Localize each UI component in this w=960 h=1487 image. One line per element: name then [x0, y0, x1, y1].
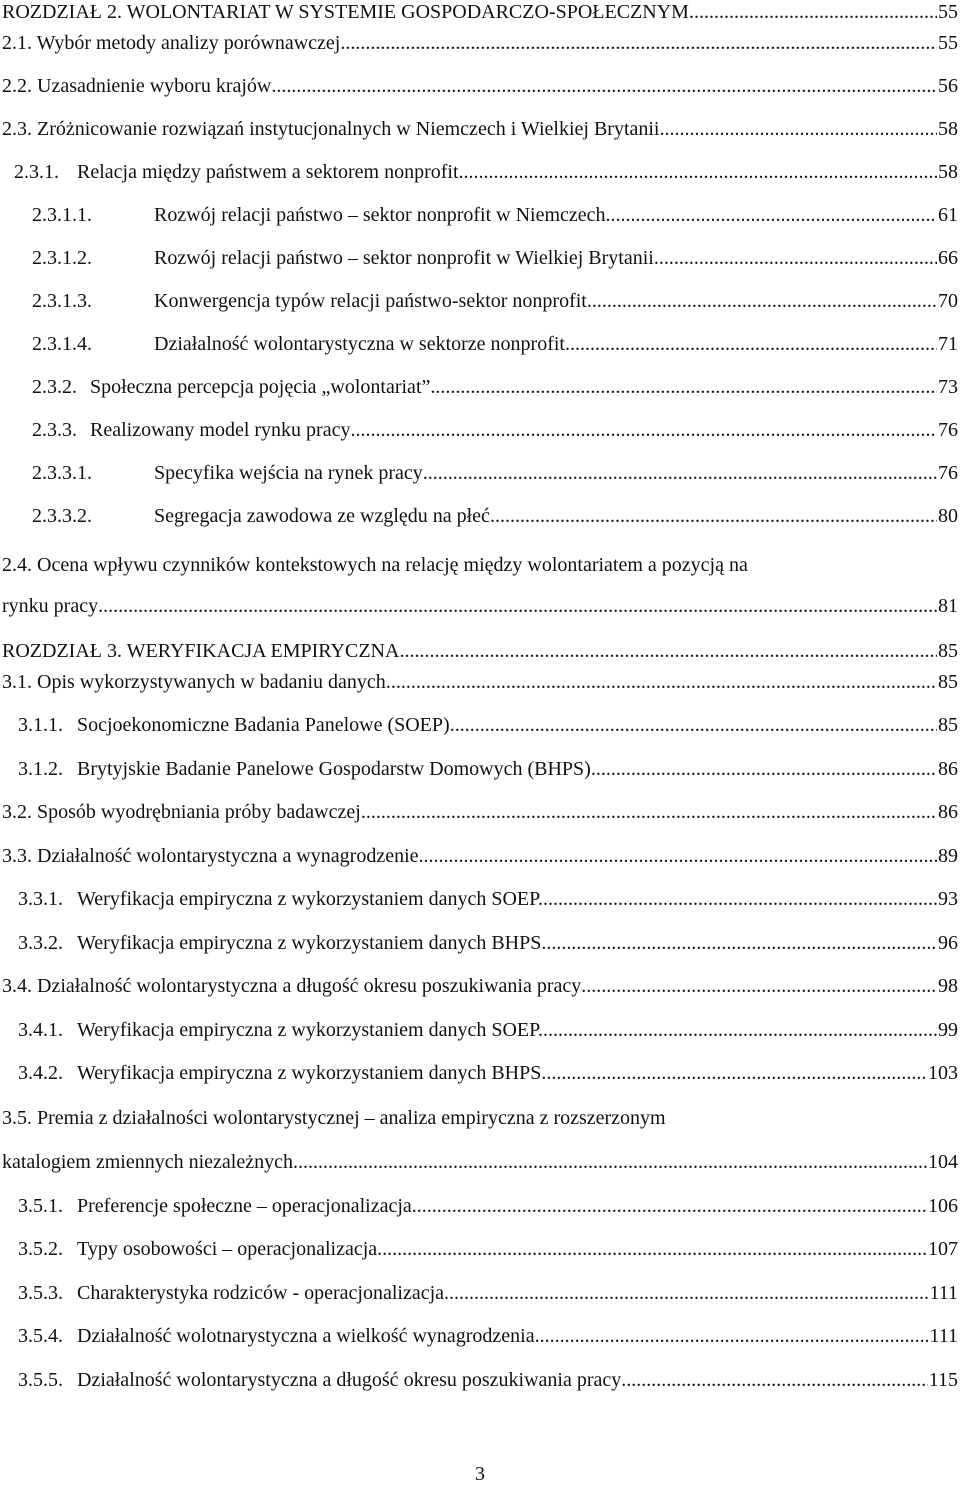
toc-entry[interactable] [0, 504, 960, 528]
toc-entry-page: 85 [938, 714, 958, 736]
toc-entry-number: 3.5.1. [18, 1195, 63, 1217]
toc-entry-title: Konwergencja typów relacji państwo-sektor nonprofit [154, 290, 587, 312]
toc-entry-page: 55 [938, 1, 958, 23]
toc-entry-title: Relacja między państwem a sektorem nonprofit [77, 161, 459, 183]
toc-entry-title: Działalność wolontarystyczna a długość okresu poszukiwania pracy [77, 1369, 622, 1391]
toc-entry[interactable] [0, 461, 960, 485]
toc-entry-number: 2.3.1.3. [32, 290, 92, 312]
toc-entry-page: 106 [928, 1195, 958, 1217]
toc-entry-page: 66 [938, 247, 958, 269]
toc-entry-title: Typy osobowości – operacjonalizacja [77, 1238, 378, 1260]
toc-entry-title: Preferencje społeczne – operacjonalizacja [77, 1195, 412, 1217]
toc-entry-page: 85 [938, 640, 958, 662]
toc-entry-number: 3.5.5. [18, 1369, 63, 1391]
toc-entry-number: 3.5.2. [18, 1238, 63, 1260]
toc-entry[interactable] [0, 1150, 960, 1174]
toc-entry-page: 93 [938, 888, 958, 910]
toc-entry-number: 2.3.1.1. [32, 204, 92, 226]
toc-entry-number: 2.3.3.2. [32, 505, 92, 527]
toc-entry-title: 3.2. Sposób wyodrębniania próby badawczej [2, 801, 361, 823]
toc-entry-page: 89 [938, 845, 958, 867]
toc-entry-number: 3.3.1. [18, 888, 63, 910]
toc-entry-title: 2.1. Wybór metody analizy porównawczej [2, 32, 341, 54]
toc-entry-page: 115 [928, 1369, 958, 1391]
toc-entry-title: 3.5. Premia z działalności wolontarystycznej – analiza empiryczna z rozszerzonym [2, 1107, 666, 1129]
toc-entry[interactable] [0, 203, 960, 227]
toc-entry-number: 3.1.2. [18, 758, 63, 780]
toc-entry-title: Działalność wolontarystyczna w sektorze nonprofit [154, 333, 565, 355]
toc-entry[interactable] [0, 418, 960, 442]
toc-entry-title: Rozwój relacji państwo – sektor nonprofit w Wielkiej Brytanii [154, 247, 654, 269]
toc-entry[interactable] [0, 375, 960, 399]
toc-entry-title: Socjoekonomiczne Badania Panelowe (SOEP) [77, 714, 450, 736]
toc-entry-number: 3.4.1. [18, 1019, 63, 1041]
toc-entry-title: ROZDZIAŁ 2. WOLONTARIAT W SYSTEMIE GOSPODARCZO-SPOŁECZNYM [2, 1, 689, 23]
toc-entry-title: Weryfikacja empiryczna z wykorzystaniem danych SOEP. [77, 888, 544, 910]
toc-entry-number: 3.5.3. [18, 1282, 63, 1304]
toc-entry-page: 103 [928, 1062, 958, 1084]
toc-entry-title: Społeczna percepcja pojęcia „wolontariat” [90, 376, 431, 398]
toc-entry[interactable] [0, 1237, 960, 1261]
toc-entry-page: 55 [938, 32, 958, 54]
toc-entry-number: 3.5.4. [18, 1325, 63, 1347]
toc-entry[interactable] [0, 117, 960, 141]
toc-entry-number: 2.3.1.4. [32, 333, 92, 355]
toc-entry-page: 73 [938, 376, 958, 398]
toc-entry-page: 76 [938, 419, 958, 441]
toc-entry-number: 3.4.2. [18, 1062, 63, 1084]
toc-entry[interactable] [0, 1368, 960, 1392]
toc-entry-title: 2.4. Ocena wpływu czynników kontekstowych na relację między wolontariatem a pozycją na [2, 554, 748, 576]
toc-entry-title: 3.3. Działalność wolontarystyczna a wynagrodzenie [2, 845, 419, 867]
toc-entry[interactable] [0, 594, 960, 618]
toc-entry[interactable] [0, 332, 960, 356]
toc-entry[interactable] [0, 974, 960, 998]
toc-entry[interactable] [0, 844, 960, 868]
toc-entry-title: Rozwój relacji państwo – sektor nonprofit w Niemczech [154, 204, 606, 226]
toc-entry[interactable] [0, 931, 960, 955]
toc-entry-page: 70 [938, 290, 958, 312]
toc-entry-title: Weryfikacja empiryczna z wykorzystaniem danych BHPS. [77, 1062, 547, 1084]
toc-entry[interactable] [0, 246, 960, 270]
toc-entry-title: Weryfikacja empiryczna z wykorzystaniem danych BHPS. [77, 932, 547, 954]
toc-entry-page: 56 [938, 75, 958, 97]
toc-entry[interactable] [0, 31, 960, 55]
toc-entry-page: 71 [938, 333, 958, 355]
toc-entry-page: 98 [938, 975, 958, 997]
toc-entry-page: 85 [938, 671, 958, 693]
toc-entry[interactable] [0, 1018, 960, 1042]
toc-entry-title: 2.3. Zróżnicowanie rozwiązań instytucjonalnych w Niemczech i Wielkiej Brytanii [2, 118, 660, 140]
toc-entry-page: 96 [938, 932, 958, 954]
toc-entry-number: 2.3.3.1. [32, 462, 92, 484]
toc-entry[interactable] [0, 670, 960, 694]
toc-entry-title: katalogiem zmiennych niezależnych [2, 1151, 293, 1173]
toc-entry-number: 2.3.2. [32, 376, 77, 398]
page-number: 3 [475, 1463, 485, 1485]
toc-entry-page: 99 [938, 1019, 958, 1041]
toc-entry-title: 2.2. Uzasadnienie wyboru krajów [2, 75, 272, 97]
toc-entry-number: 2.3.3. [32, 419, 77, 441]
toc-entry-page: 61 [938, 204, 958, 226]
toc-entry-page: 111 [929, 1282, 958, 1304]
toc-entry[interactable] [0, 713, 960, 737]
toc-entry-title: Realizowany model rynku pracy [90, 419, 351, 441]
toc-entry[interactable] [0, 1324, 960, 1348]
toc-entry-title: Brytyjskie Badanie Panelowe Gospodarstw Domowych (BHPS) [77, 758, 591, 780]
toc-entry[interactable] [0, 1194, 960, 1218]
toc-entry-page: 86 [938, 758, 958, 780]
toc-entry-page: 107 [928, 1238, 958, 1260]
toc-entry[interactable] [0, 289, 960, 313]
toc-entry-page: 76 [938, 462, 958, 484]
toc-entry[interactable] [0, 160, 960, 184]
toc-entry-title: Charakterystyka rodziców - operacjonalizacja [77, 1282, 445, 1304]
toc-entry-page: 111 [929, 1325, 958, 1347]
toc-entry-page: 104 [928, 1151, 958, 1173]
toc-entry-number: 2.3.1. [14, 161, 59, 183]
toc-entry-page: 81 [938, 595, 958, 617]
toc-entry-number: 3.3.2. [18, 932, 63, 954]
toc-entry-number: 3.1.1. [18, 714, 63, 736]
toc-entry-title: Weryfikacja empiryczna z wykorzystaniem danych SOEP. [77, 1019, 544, 1041]
toc-entry-page: 80 [938, 505, 958, 527]
toc-entry-page: 86 [938, 801, 958, 823]
toc-entry[interactable] [0, 757, 960, 781]
toc-entry[interactable] [0, 800, 960, 824]
toc-entry-title: 3.1. Opis wykorzystywanych w badaniu danych [2, 671, 386, 693]
toc-entry[interactable] [0, 1061, 960, 1085]
toc-entry-title: ROZDZIAŁ 3. WERYFIKACJA EMPIRYCZNA [2, 640, 400, 662]
toc-entry-page: 58 [938, 161, 958, 183]
toc-entry-page: 58 [938, 118, 958, 140]
toc-entry-title: Działalność wolotnarystyczna a wielkość wynagrodzenia [77, 1325, 535, 1347]
toc-entry-number: 2.3.1.2. [32, 247, 92, 269]
toc-entry-title: Segregacja zawodowa ze względu na płeć [154, 505, 490, 527]
toc-entry[interactable] [0, 74, 960, 98]
toc-entry-title: rynku pracy [2, 595, 99, 617]
toc-entry[interactable] [0, 887, 960, 911]
toc-entry-title: 3.4. Działalność wolontarystyczna a długość okresu poszukiwania pracy [2, 975, 582, 997]
toc-entry[interactable] [0, 0, 960, 24]
toc-entry[interactable] [0, 1281, 960, 1305]
toc-entry-title: Specyfika wejścia na rynek pracy [154, 462, 423, 484]
toc-entry[interactable] [0, 639, 960, 663]
